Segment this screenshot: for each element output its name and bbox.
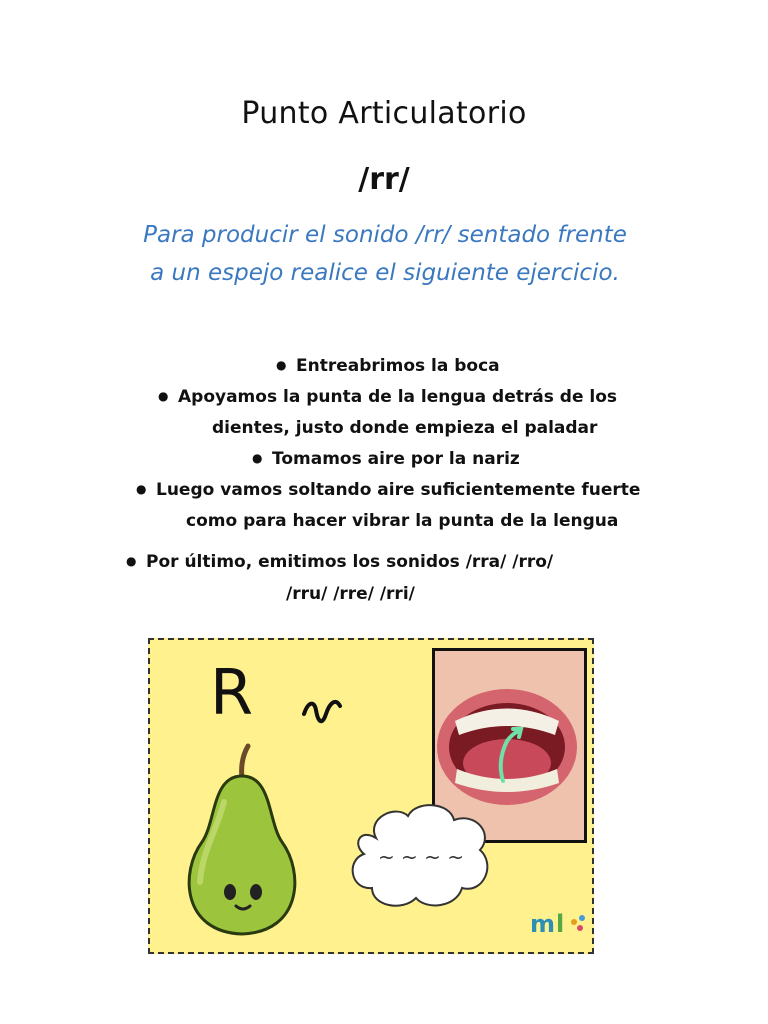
intro-text: [90, 216, 680, 292]
bullet-dot-icon: ●: [158, 389, 169, 403]
bullet-item-5-continued: /rru/ /rre/ /rri/: [286, 584, 415, 604]
page-title: Punto Articulatorio: [241, 96, 527, 131]
bullet-item-4: [136, 480, 640, 500]
svg-text:m: m: [530, 910, 556, 938]
bullet-text: Luego vamos soltando aire suficientemente fuerte: [156, 480, 641, 500]
bullet-item-3: [252, 449, 520, 469]
intro-line-1: Para producir el sonido /rr/ sentado frente: [143, 222, 627, 248]
ml-logo: [530, 908, 590, 938]
bullet-text: Por último, emitimos los sonidos /rra/ /rro/: [146, 552, 554, 572]
bullet-text: Entreabrimos la boca: [296, 356, 500, 376]
illustration-card: [148, 638, 594, 954]
bullet-dot-icon: ●: [276, 358, 287, 372]
thought-cloud-icon: [346, 798, 496, 918]
bullet-dot-icon: ●: [252, 451, 263, 465]
bullet-item-2-continued: dientes, justo donde empieza el paladar: [212, 418, 598, 438]
bullet-text: Apoyamos la punta de la lengua detrás de los: [178, 387, 618, 407]
bullet-dot-icon: ●: [126, 554, 137, 568]
svg-text:l: l: [556, 910, 565, 938]
bullet-item-4-continued: como para hacer vibrar la punta de la lengua: [186, 511, 619, 531]
cursive-r-icon: [300, 692, 350, 732]
sound-heading: /rr/: [358, 162, 410, 197]
bullet-text: Tomamos aire por la nariz: [272, 449, 520, 469]
intro-line-2: a un espejo realice el siguiente ejercicio.: [150, 260, 620, 286]
bullet-dot-icon: ●: [136, 482, 147, 496]
bullet-item-2: [158, 387, 617, 407]
cloud-text: ~ ~ ~ ~: [377, 845, 465, 869]
letter-r: R: [210, 656, 254, 729]
bullet-item-1: [276, 356, 500, 376]
pear-illustration: [172, 742, 312, 942]
bullet-item-5: [126, 552, 553, 572]
